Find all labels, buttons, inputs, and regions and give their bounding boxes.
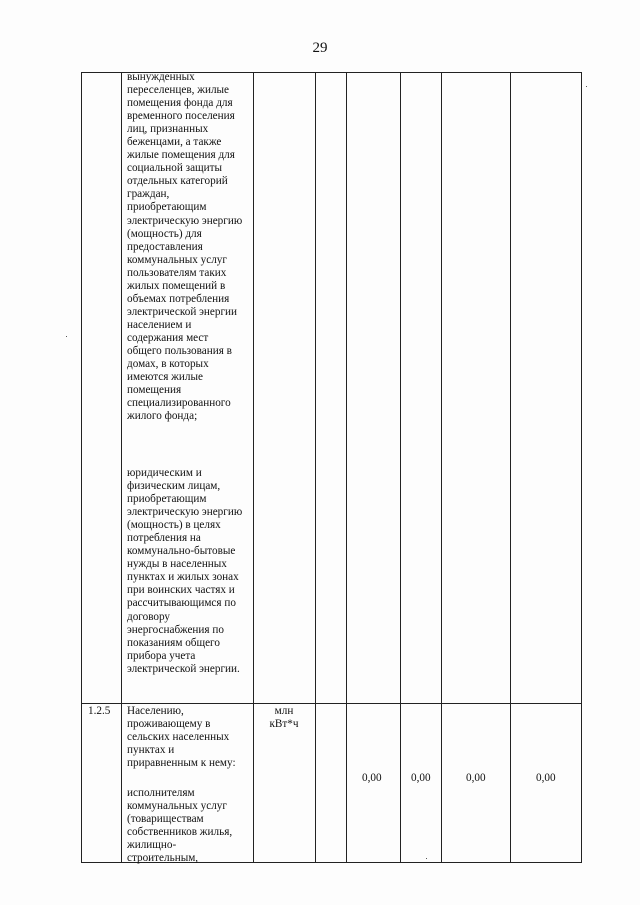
unit-cell: млн кВт*ч <box>269 705 299 731</box>
column-border <box>441 72 442 863</box>
continuation-description: вынужденных переселенцев, жилые помещения фонда для временного поселения лиц, признанных беженцами, а также жилые помещения для социальной защиты отдельных категорий граждан, приобретающим электрическую энергию (мощность) для предоставления коммунальных услуг пользователям таких жилых помещений в объемах потребления электрической энергии населением и содержания мест общего пользования в домах, в которых имеются жилые помещения специализированного жилого фонда; <box>127 71 243 423</box>
column-border <box>581 72 582 863</box>
column-border <box>346 72 347 863</box>
row-description: Населению, проживающему в сельских населенных пунктах и приравненным к нему: <box>127 705 236 770</box>
row-number: 1.2.5 <box>88 705 111 717</box>
column-border <box>81 72 82 863</box>
value-cell: 0,00 <box>466 772 486 784</box>
column-border <box>315 72 316 863</box>
value-cell: 0,00 <box>362 772 382 784</box>
page-number: 29 <box>312 40 328 56</box>
value-cell: 0,00 <box>411 772 431 784</box>
column-border <box>121 72 122 863</box>
column-border <box>510 72 511 863</box>
continuation-description-second: юридическим и физическим лицам, приобретающим электрическую энергию (мощность) в целях потребления на коммунально-бытовые нужды в населенных пунктах и жилых зонах при воинских частях и рассчитывающимся по договору энергоснабжения по показаниям общего прибора учета электрической энергии. <box>127 467 243 675</box>
column-border <box>253 72 254 863</box>
scan-speck <box>66 336 67 337</box>
scan-speck <box>426 858 427 859</box>
value-cell: 0,00 <box>536 772 556 784</box>
data-table <box>81 72 582 863</box>
column-border <box>400 72 401 863</box>
row-divider <box>81 703 582 704</box>
scan-speck <box>586 86 587 87</box>
row-sub-description: исполнителям коммунальных услуг (товариществам собственников жилья, жилищно- строительным, <box>127 787 233 865</box>
